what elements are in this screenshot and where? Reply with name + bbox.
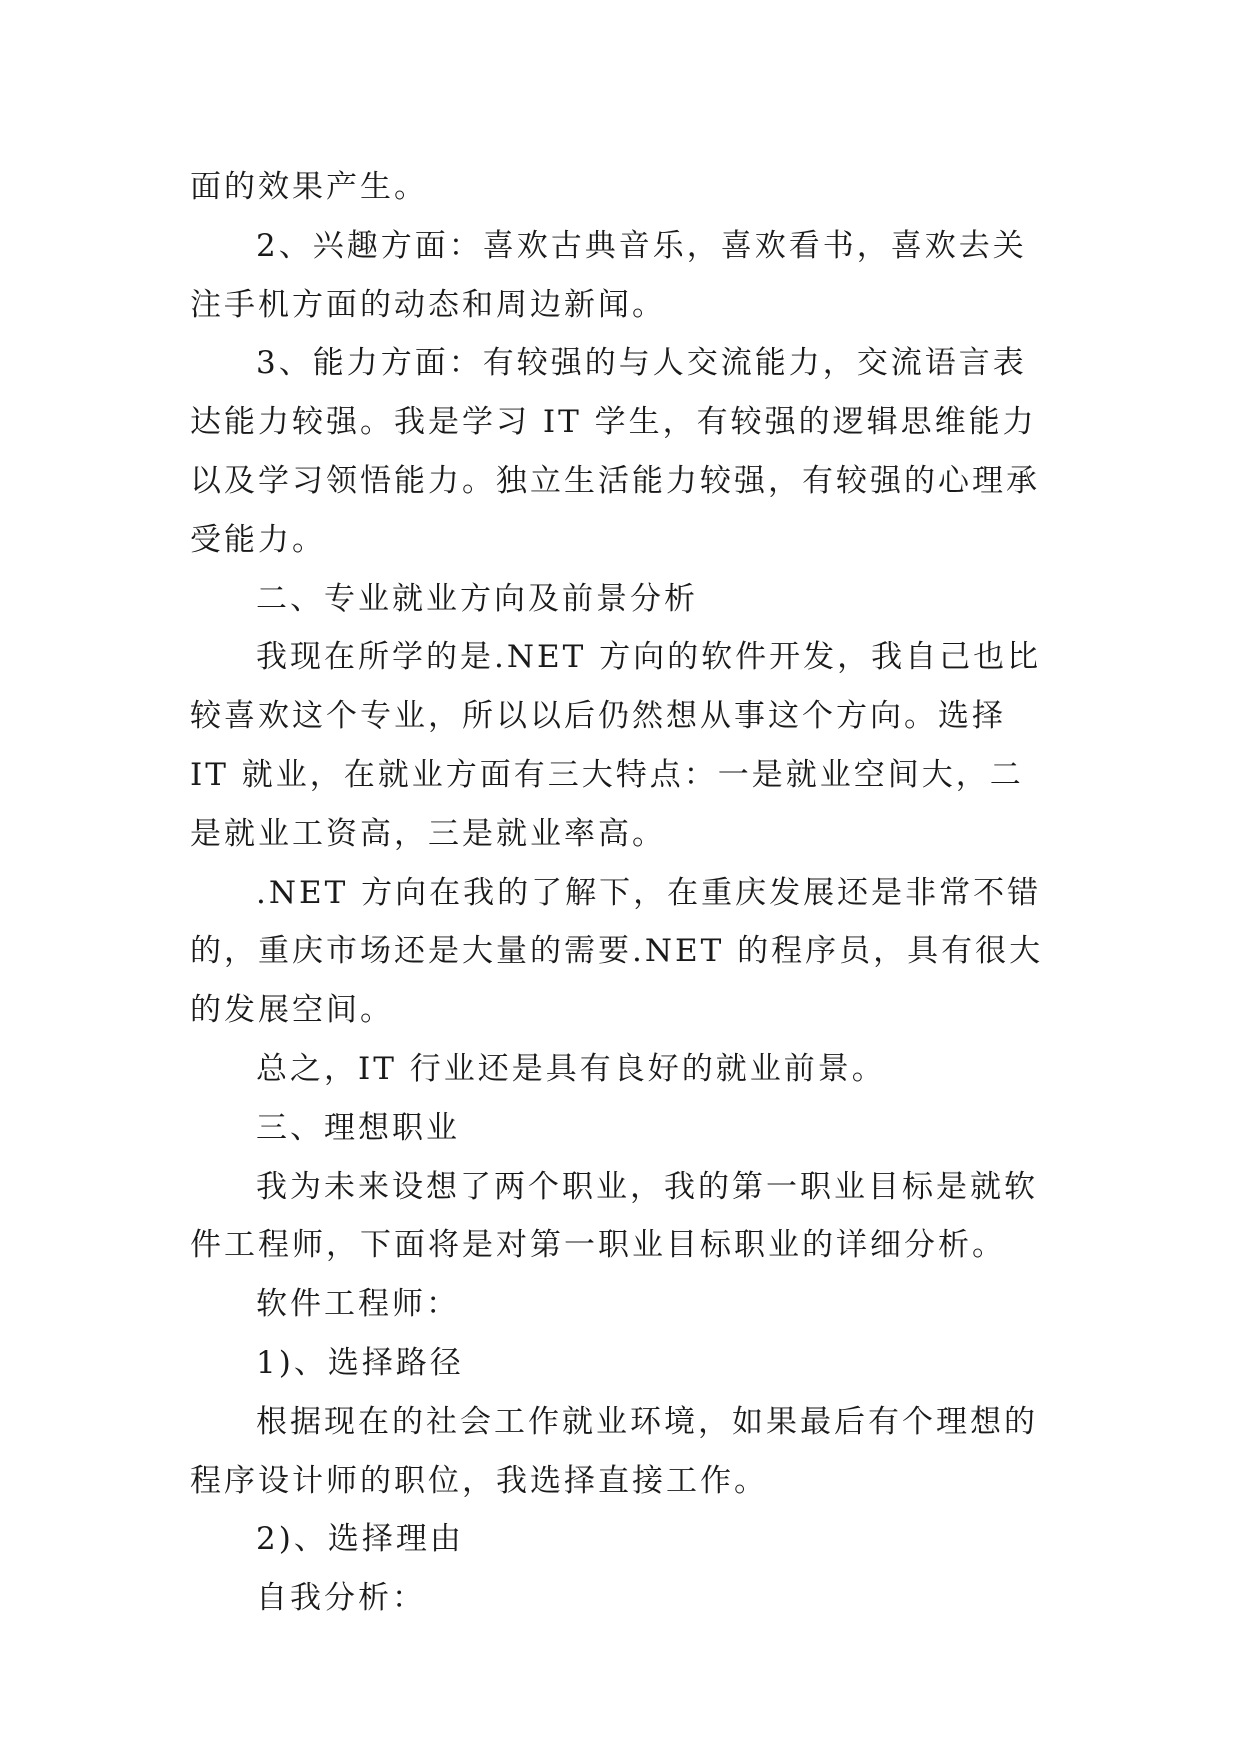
- paragraph-5: 我现在所学的是.NET 方向的软件开发，我自己也比较喜欢这个专业，所以以后仍然想从事这个方向。选择 IT 就业，在就业方面有三大特点：一是就业空间大，二是就业工资高，三是就业率高。: [190, 639, 1042, 852]
- paragraph-9: 我为未来设想了两个职业，我的第一职业目标是就软件工程师，下面将是对第一职业目标职业的详细分析。: [190, 1168, 1038, 1264]
- paragraph-3: 3、能力方面：有较强的与人交流能力，交流语言表达能力较强。我是学习 IT 学生，有较强的逻辑思维能力以及学习领悟能力。独立生活能力较强，有较强的心理承受能力。: [190, 345, 1040, 558]
- section-heading-3: 三、理想职业: [256, 1109, 460, 1146]
- paragraph-6: .NET 方向在我的了解下，在重庆发展还是非常不错的，重庆市场还是大量的需要.NET 的程序员，具有很大的发展空间。: [190, 874, 1044, 1029]
- subheading-choose-path: 1)、选择路径: [256, 1344, 464, 1381]
- paragraph-2: 2、兴趣方面：喜欢古典音乐，喜欢看书，喜欢去关注手机方面的动态和周边新闻。: [190, 227, 1027, 323]
- paragraph-7: 总之，IT 行业还是具有良好的就业前景。: [256, 1050, 886, 1087]
- subheading-self-analysis: 自我分析：: [256, 1580, 426, 1617]
- section-heading-2: 二、专业就业方向及前景分析: [256, 580, 698, 617]
- subheading-software-engineer: 软件工程师：: [256, 1286, 460, 1323]
- paragraph-1: 面的效果产生。: [190, 169, 428, 205]
- document-body: [190, 158, 1050, 1628]
- paragraph-12: 根据现在的社会工作就业环境，如果最后有个理想的程序设计师的职位，我选择直接工作。: [190, 1403, 1038, 1499]
- subheading-choose-reason: 2)、选择理由: [256, 1521, 464, 1558]
